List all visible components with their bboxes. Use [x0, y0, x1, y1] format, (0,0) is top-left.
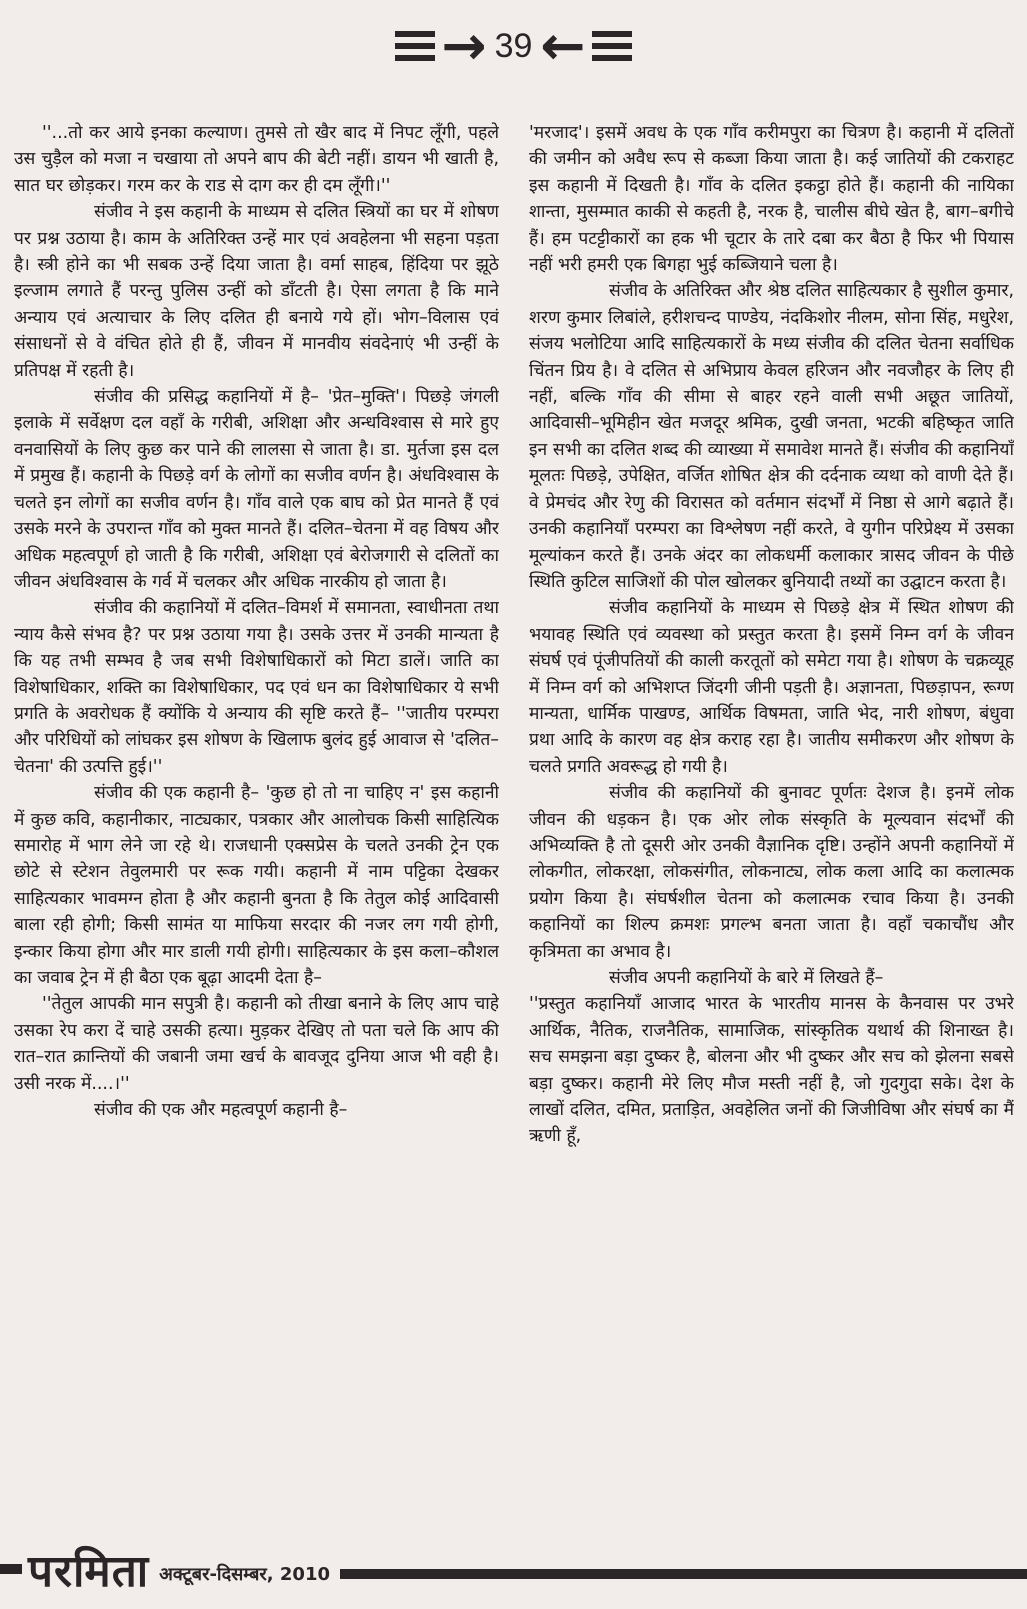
- paragraph: संजीव की एक और महत्वपूर्ण कहानी है–: [94, 1100, 348, 1121]
- paragraph: संजीव की कहानियों में दलित–विमर्श में समानता, स्वाधीनता तथा न्याय कैसे संभव है? पर प्रश्न उठाया गया है। उसके उत्तर में उनकी मान्यता है कि यह तभी सम्भव है जब सभी विशेषाधिकारों को मिटा डालें। जाति का विशेषाधिकार, शक्ति का विशेषाधिकार, पद एवं धन का विशेषाधिकार ये सभी प्रगति के अवरोधक हैं क्योंकि ये अन्याय की सृष्टि करते हैं– ''जातीय परम्परा और परिधियों को लांघकर इस शोषण के खिलाफ बुलंद हुई आवाज से 'दलित–चेतना' की उत्पत्ति हुई।'': [14, 598, 499, 777]
- paragraph: ''प्रस्तुत कहानियाँ आजाद भारत के भारतीय मानस के कैनवास पर उभरे आर्थिक, नैतिक, राजनैतिक, सामाजिक, सांस्कृतिक यथार्थ की शिनाख्त है। सच समझना बड़ा दुष्कर है, बोलना और भी दुष्कर और सच को झेलना सबसे बड़ा दुष्कर। कहानी मेरे लिए मौज मस्ती नहीं है, जो गुदगुदा सके। देश के लाखों दलित, दमित, प्रताड़ित, अवहेलित जनों की जिजीविषा और संघर्ष का मैं ऋणी हूँ,: [529, 994, 1014, 1147]
- right-bars-ornament: [592, 31, 632, 61]
- footer-rule: [340, 1569, 1027, 1579]
- left-column: [14, 120, 499, 1535]
- left-bracket-ornament: →: [441, 14, 487, 77]
- paragraph: ''तेतुल आपकी मान सपुत्री है। कहानी को तीखा बनाने के लिए आप चाहे उसका रेप करा दें चाहे उसकी हत्या। मुड़कर देखिए तो पता चले कि आप की रात–रात क्रान्तियों की जबानी जमा खर्च के बावजूद दुनिया आज भी वही है। उसी नरक में....।'': [14, 994, 499, 1094]
- paragraph: संजीव ने इस कहानी के माध्यम से दलित स्त्रियों का घर में शोषण पर प्रश्न उठाया है। काम के अतिरिक्त उन्हें मार एवं अवहेलना भी सहना पड़ता है। स्त्री होने का भी सबक उन्हें दिया जाता है। वर्मा साहब, हिंदिया पर झूठे इल्जाम लगाते हैं परन्तु पुलिस उन्हीं को डाँटती है। ऐसा लगता है कि माने अन्याय एवं अत्याचार के लिए दलित ही बनाये गये हों। भोग–विलास एवं संसाधनों से वे वंचित होते ही हैं, जीवन में मानवीय संवदेनाएं भी उन्हीं के प्रतिपक्ष में रहती है।: [14, 202, 499, 381]
- paragraph: 'मरजाद'। इसमें अवध के एक गाँव करीमपुरा का चित्रण है। कहानी में दलितों की जमीन को अवैध रूप से कब्जा किया जाता है। कई जातियों की टकराहट इस कहानी में दिखती है। गाँव के दलित इकट्ठा होते हैं। कहानी की नायिका शान्ता, मुसम्मात काकी से कहती है, नरक है, चालीस बीघे खेत है, बाग–बगीचे हैं। हम पटट्टीकारों का हक भी चूटार के तारे दबा कर बैठा है फिर भी पियास नहीं भरी हमरी एक बिगहा भुई कब्जियाने चला है।: [529, 123, 1014, 276]
- right-bracket-ornament: ←: [540, 14, 586, 77]
- footer-rule-stub: [0, 1564, 22, 1574]
- paragraph: संजीव के अतिरिक्त और श्रेष्ठ दलित साहित्यकार है सुशील कुमार, शरण कुमार लिबांले, हरीशचन्द पाण्डेय, नंदकिशोर नीलम, सोना सिंह, मधुरेश, संजय भलोटिया आदि साहित्यकारों के मध्य संजीव की दलित चेतना सर्वाधिक चिंतन प्रिय है। वे दलित से अभिप्राय केवल हरिजन और नवजौहर के लिए ही नहीं, बल्कि गाँव की सीमा से बाहर रहने वाली सभी अछूत जातियों, आदिवासी–भूमिहीन खेत मजदूर श्रमिक, दुखी जनता, भटकी बहिष्कृत जाति इन सभी का दलित शब्द की व्याख्या में समावेश मानते हैं। संजीव की कहानियाँ मूलतः पिछड़े, उपेक्षित, वर्जित शोषित क्षेत्र की दर्दनाक व्यथा को वाणी देते हैं। वे प्रेमचंद और रेणु की विरासत को वर्तमान संदर्भों में निष्ठा से आगे बढ़ाते हैं। उनकी कहानियाँ परम्परा का विश्लेषण नहीं करते, वे युगीन परिप्रेक्ष्य में उसका मूल्यांकन करते हैं। उनके अंदर का लोकधर्मी कलाकार त्रासद जीवन के पीछे स्थिति कुटिल साजिशों की पोल खोलकर बुनियादी तथ्यों का उद्घाटन करता है।: [529, 281, 1014, 592]
- paragraph: ''...तो कर आये इनका कल्याण। तुमसे तो खैर बाद में निपट लूँगी, पहले उस चुड़ैल को मजा न चखाया तो अपने बाप की बेटी नहीं। डायन भी खाती है, सात घर छोड़कर। गरम कर के राड से दाग कर ही दम लूँगी।'': [14, 123, 499, 196]
- paragraph: संजीव कहानियों के माध्यम से पिछड़े क्षेत्र में स्थित शोषण की भयावह स्थिति एवं व्यवस्था को प्रस्तुत करता है। इसमें निम्न वर्ग के जीवन संघर्ष एवं पूंजीपतियों की काली करतूतों को समेटा गया है। शोषण के चक्रव्यूह में निम्न वर्ग को अभिशप्त जिंदगी जीनी पड़ती है। अज्ञानता, पिछड़ापन, रूग्ण मान्यता, धार्मिक पाखण्ड, आर्थिक विषमता, जाति भेद, नारी शोषण, बंधुवा प्रथा आदि के कारण वह क्षेत्र कराह रहा है। जातीय समीकरण और शोषण के चलते प्रगति अवरूद्ध हो गयी है।: [529, 598, 1014, 777]
- page-footer: [0, 1538, 1027, 1600]
- page-number: 39: [494, 26, 533, 65]
- issue-date: अक्टूबर-दिसम्बर, 2010: [159, 1564, 330, 1585]
- paragraph: संजीव अपनी कहानियों के बारे में लिखते हैं–: [609, 968, 884, 988]
- left-bars-ornament: [395, 31, 435, 61]
- page-number-ornament: [395, 14, 631, 77]
- paragraph: संजीव की कहानियों की बुनावट पूर्णतः देशज है। इनमें लोक जीवन की धड़कन है। एक ओर लोक संस्कृति के मूल्यवान संदर्भों की अभिव्यक्ति है तो दूसरी ओर उनकी वैज्ञानिक दृष्टि। उन्होंने अपनी कहानियों में लोकगीत, लोकरक्षा, लोकसंगीत, लोकनाट्य, लोक कला आदि का कलात्मक प्रयोग किया है। संघर्षशील चेतना को कलात्मक रचाव किया है। उनकी कहानियों का शिल्प क्रमशः प्रगल्भ बनता जाता है। वहाँ चकाचौंध और कृत्रिमता का अभाव है।: [529, 783, 1014, 962]
- page-header: [0, 10, 1027, 82]
- magazine-masthead: परमिता: [28, 1546, 150, 1597]
- paragraph: संजीव की एक कहानी है– 'कुछ हो तो ना चाहिए न' इस कहानी में कुछ कवि, कहानीकार, नाट्यकार, पत्रकार और आलोचक किसी साहित्यिक समारोह में भाग लेने जा रहे थे। राजधानी एक्सप्रेस के चलते उनकी ट्रेन एक छोटे से स्टेशन तेवुलमारी पर रूक गयी। कहानी में नाम पट्टिका देखकर साहित्यकार भावमग्न होता है और कहानी बुनता है कि तेतुल कोई आदिवासी बाला रही होगी; किसी सामंत या माफिया सरदार की नजर लग गयी होगी, इन्कार किया होगा और मार डाली गयी होगी। साहित्यकार के इस कला–कौशल का जवाब ट्रेन में ही बैठा एक बूढ़ा आदमी देता है–: [14, 783, 499, 988]
- right-column: [529, 120, 1014, 1535]
- article-body: [14, 120, 1014, 1535]
- paragraph: संजीव की प्रसिद्ध कहानियों में है– 'प्रेत–मुक्ति'। पिछड़े जंगली इलाके में सर्वेक्षण दल वहाँ के गरीबी, अशिक्षा और अन्धविश्वास से मारे हुए वनवासियों के लिए कुछ कर पाने की लालसा से जाता है। डा. मुर्तजा इस दल में प्रमुख हैं। कहानी के पिछड़े वर्ग के लोगों का सजीव वर्णन है। अंधविश्वास के चलते इन लोगों का सजीव वर्णन है। गाँव वाले एक बाघ को प्रेत मानते हैं एवं उसके मरने के उपरान्त गाँव को मुक्त मानते हैं। दलित–चेतना में वह विषय और अधिक महत्वपूर्ण हो जाती है कि गरीबी, अशिक्षा एवं बेरोजगारी से दलितों का जीवन अंधविश्वास के गर्व में चलकर और अधिक नारकीय हो जाता है।: [14, 387, 499, 592]
